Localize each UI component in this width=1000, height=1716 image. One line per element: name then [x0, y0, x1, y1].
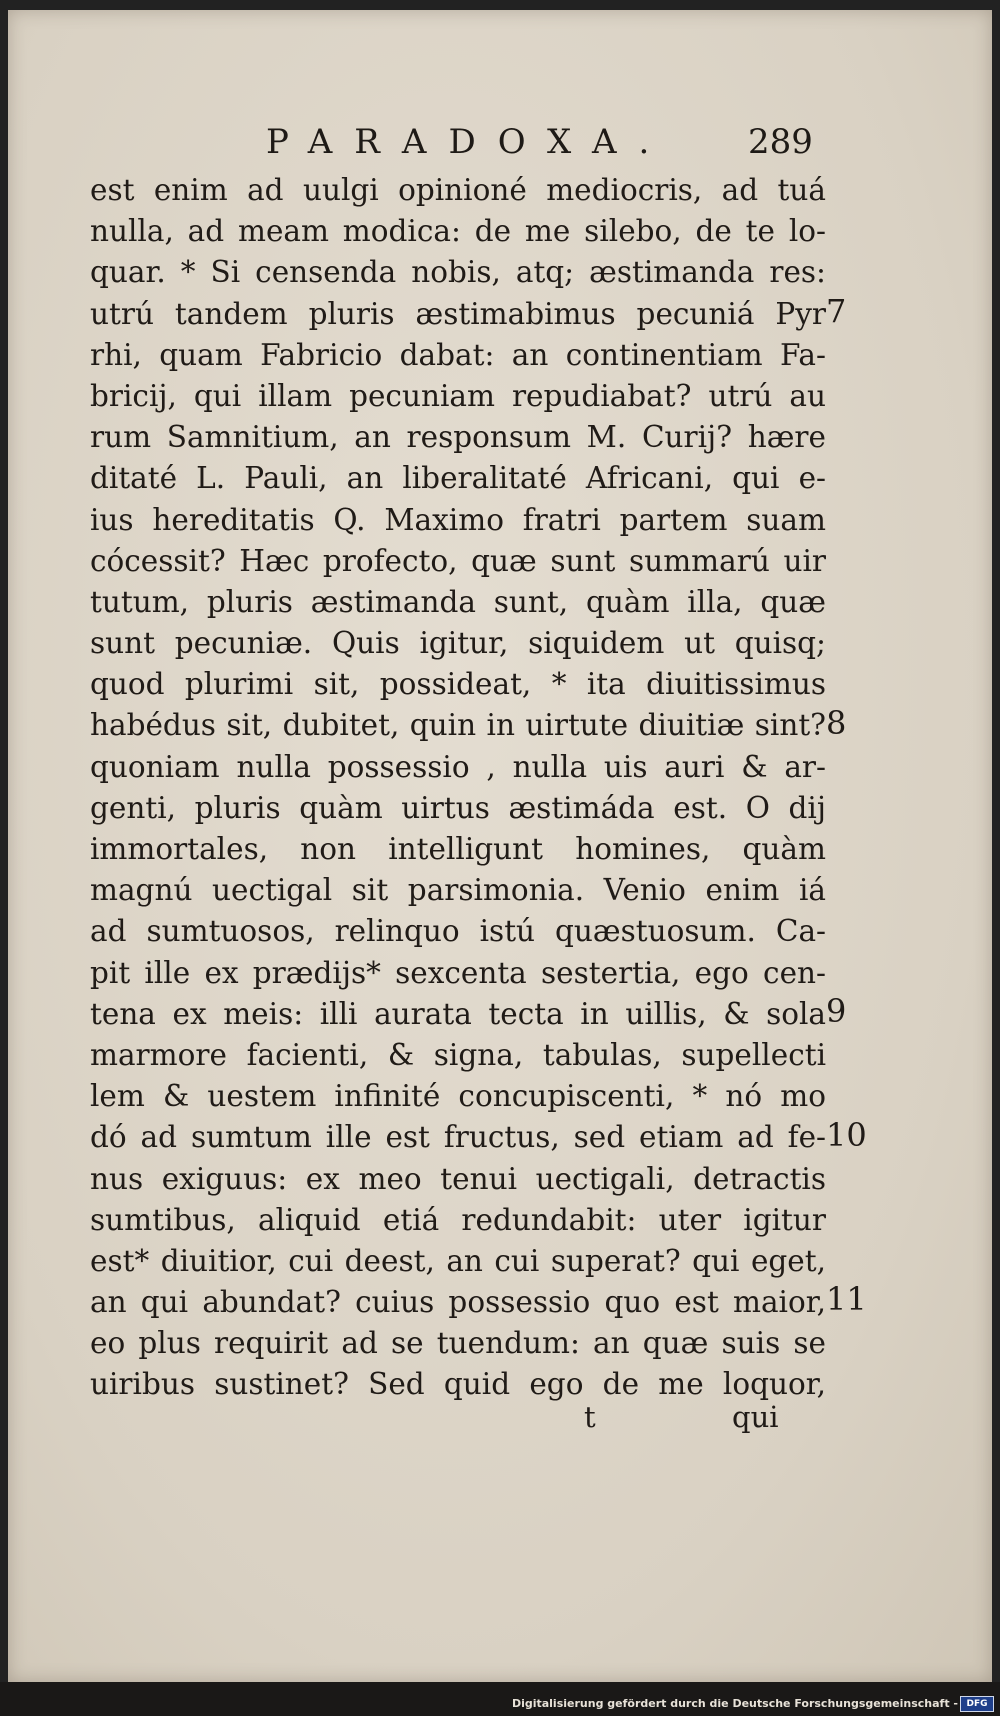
text-line: marmore facienti, & signa, tabulas, supellecti [90, 1037, 826, 1072]
text-line: sumtibus, aliquid etiá redundabit: uter igitur [90, 1202, 826, 1237]
catchword: qui [732, 1400, 779, 1434]
digitization-credit: Digitalisierung gefördert durch die Deutsche Forschungsgemeinschaft - [511, 1697, 958, 1710]
text-line: est enim ad uulgi opinioné mediocris, ad tuá [90, 173, 826, 207]
text-line: ad sumtuosos, relinquo istú quæstuosum. Ca- [90, 914, 826, 949]
text-line: an qui abundat? cuius possessio quo est maior, [90, 1285, 826, 1320]
text-line: tena ex meis: illi aurata tecta in uillis, & sola [90, 996, 826, 1031]
text-line: uiribus sustinet? Sed quid ego de me loquor, [90, 1367, 826, 1402]
book-page [8, 10, 992, 1682]
body-text [90, 170, 826, 1406]
text-line: nulla, ad meam modica: de me silebo, de te lo- [90, 214, 826, 249]
text-line: quar. * Si censenda nobis, atq; æstimanda res: [90, 255, 826, 290]
text-line: ditaté L. Pauli, an liberalitaté Africani, qui e- [90, 461, 826, 496]
margin-section-number: 10 [826, 1115, 867, 1154]
text-line: quod plurimi sit, possideat, * ita diuitissimus [90, 667, 826, 702]
text-line: quoniam nulla possessio , nulla uis auri & ar- [90, 749, 826, 784]
margin-section-number: 8 [826, 703, 847, 742]
text-line: ius hereditatis Q. Maximo fratri partem suam [90, 502, 826, 537]
page-header [8, 122, 992, 162]
page-number: 289 [748, 122, 813, 162]
text-line: genti, pluris quàm uirtus æstimáda est. O dij [90, 790, 826, 825]
signature-mark: t [584, 1400, 596, 1434]
text-line: sunt pecuniæ. Quis igitur, siquidem ut quisq; [90, 626, 826, 661]
text-line: cócessit? Hæc profecto, quæ sunt summarú uir [90, 543, 826, 578]
text-line: rum Samnitium, an responsum M. Curij? hære [90, 420, 826, 455]
text-line: dó ad sumtum ille est fructus, sed etiam ad fe- [90, 1120, 826, 1155]
text-line: immortales, non intelligunt homines, quàm [90, 832, 826, 866]
text-line: habédus sit, dubitet, quin in uirtute diuitiæ sint? [90, 708, 826, 743]
text-line: eo plus requirit ad se tuendum: an quæ suis se [90, 1326, 826, 1361]
text-line: tutum, pluris æstimanda sunt, quàm illa, quæ [90, 584, 826, 619]
margin-section-number: 7 [826, 291, 847, 330]
text-line: lem & uestem infinité concupiscenti, * nó mo [90, 1079, 826, 1114]
dfg-logo: DFG [960, 1696, 994, 1712]
text-line: nus exiguus: ex meo tenui uectigali, detractis [90, 1161, 826, 1196]
margin-section-number: 9 [826, 992, 847, 1030]
text-line: bricij, qui illam pecuniam repudiabat? utrú au [90, 378, 826, 413]
text-line: magnú uectigal sit parsimonia. Venio enim iá [90, 873, 826, 908]
text-line: rhi, quam Fabricio dabat: an continentiam Fa- [90, 337, 826, 372]
text-line: utrú tandem pluris æstimabimus pecuniá Pyr [90, 296, 826, 331]
text-line: pit ille ex prædijs* sexcenta sestertia, ego cen- [90, 955, 826, 990]
running-title: PARADOXA. [266, 122, 672, 162]
text-line: est* diuitior, cui deest, an cui superat? qui eget, [90, 1243, 826, 1278]
margin-section-number: 11 [826, 1280, 867, 1319]
